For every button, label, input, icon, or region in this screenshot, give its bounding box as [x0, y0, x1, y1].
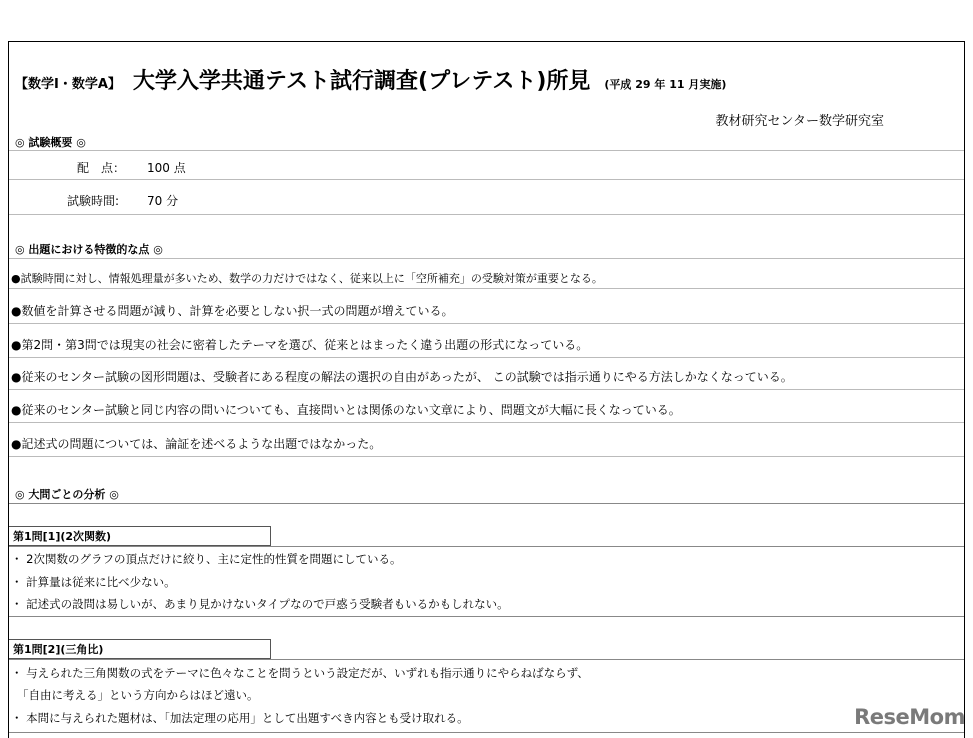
divider [9, 214, 964, 215]
feature-item: ●従来のセンター試験の図形問題は、受験者にある程度の解法の選択の自由があったが、 この試験では指示通りにやる方法しかなくなっている。 [11, 370, 793, 384]
exam-date-note: (平成 29 年 11 月実施) [604, 78, 727, 91]
divider [9, 659, 964, 660]
divider [9, 732, 964, 733]
analysis-heading: ◎ 大問ごとの分析 ◎ [15, 488, 119, 501]
divider [9, 616, 964, 617]
question-label-q1-2: 第1問[2](三角比) [9, 639, 271, 659]
divider [9, 288, 964, 289]
analysis-line: ・ 計算量は従来に比べ少ない。 [11, 575, 176, 589]
divider [9, 150, 964, 151]
document-sheet [8, 41, 965, 738]
feature-item: ●試験時間に対し、情報処理量が多いため、数学の力だけではなく、従来以上に「空所補充」の受験対策が重要となる。 [11, 272, 603, 285]
score-label: 配 点： [77, 161, 126, 175]
feature-item: ●数値を計算させる問題が減り、計算を必要としない択一式の問題が増えている。 [11, 304, 454, 318]
overview-heading: ◎ 試験概要 ◎ [15, 136, 86, 149]
title-row [15, 64, 726, 95]
feature-item: ●記述式の問題については、論証を述べるような出題ではなかった。 [11, 437, 382, 451]
divider [9, 422, 964, 423]
feature-item: ●従来のセンター試験と同じ内容の問いについても、直接問いとは関係のない文章により、問題文が大幅に長くなっている。 [11, 403, 681, 417]
author-label: 教材研究センター数学研究室 [715, 114, 884, 129]
time-label: 試験時間: [67, 194, 120, 208]
divider [9, 456, 964, 457]
divider [9, 258, 964, 259]
divider [9, 357, 964, 358]
divider [9, 546, 964, 547]
divider [9, 323, 964, 324]
time-value: 70 分 [147, 194, 179, 208]
analysis-line: ・ 本問に与えられた題材は、「加法定理の応用」として出題すべき内容とも受け取れる。 [11, 711, 469, 725]
analysis-line: ・ 記述式の設問は易しいが、あまり見かけないタイプなので戸惑う受験者もいるかもしれない。 [11, 597, 509, 611]
features-heading: ◎ 出題における特徴的な点 ◎ [15, 243, 163, 256]
analysis-line: ・ 与えられた三角関数の式をテーマに色々なことを問うという設定だが、いずれも指示通りにやらねばならず、 [11, 666, 589, 680]
analysis-line: ・ 2次関数のグラフの頂点だけに絞り、主に定性的性質を問題にしている。 [11, 552, 402, 566]
divider [9, 179, 964, 180]
score-value: 100 点 [147, 161, 186, 175]
analysis-line: 「自由に考える」という方向からはほど遠い。 [17, 688, 259, 702]
question-label-q1-1: 第1問[1](2次関数) [9, 526, 271, 546]
subject-label: 【数学Ⅰ・数学A】 [15, 77, 121, 92]
document-title: 大学入学共通テスト試行調査(プレテスト)所見 [132, 69, 591, 94]
resemom-logo: ReseMom [854, 705, 965, 729]
divider [9, 503, 964, 504]
feature-item: ●第2問・第3問では現実の社会に密着したテーマを選び、従来とはまったく違う出題の形式になっている。 [11, 338, 589, 352]
divider [9, 389, 964, 390]
